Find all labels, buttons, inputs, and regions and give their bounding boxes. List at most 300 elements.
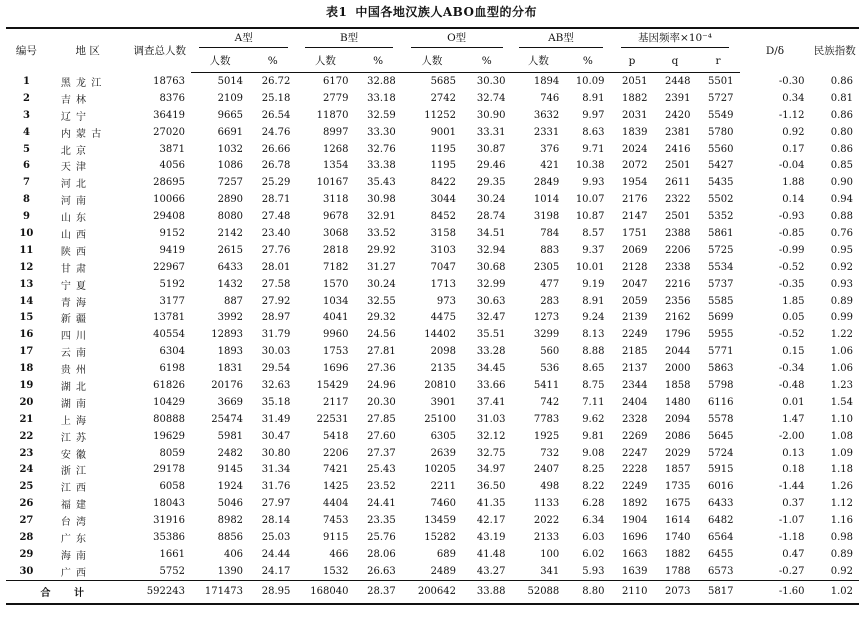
cell-idx: 1.23 <box>830 379 853 391</box>
cell-d: 0.17 <box>782 143 805 155</box>
cell-q: 2086 <box>665 430 691 442</box>
header-d: D/δ <box>765 44 785 57</box>
cell-a_n: 8080 <box>217 211 244 223</box>
cell-total: 31916 <box>153 515 185 527</box>
cell-o_p: 30.90 <box>476 109 506 121</box>
cell-o_p: 29.46 <box>476 160 506 172</box>
cell-o_n: 3103 <box>430 244 457 256</box>
cell-no: 2 <box>22 92 30 104</box>
cell-no: 11 <box>19 244 34 256</box>
cell-total: 6198 <box>159 363 185 375</box>
cell-no: 28 <box>19 531 34 543</box>
cell-ab_n: 341 <box>540 565 560 577</box>
sub-a-count: 人数 <box>191 49 249 73</box>
cell-a_n: 1086 <box>217 160 244 172</box>
cell-total: 36419 <box>153 109 185 121</box>
cell-a_p: 30.80 <box>261 447 291 459</box>
cell-total: 6304 <box>159 346 185 358</box>
header-a: A型 <box>191 28 296 49</box>
cell-d: 0.37 <box>782 498 805 510</box>
cell-o_p: 41.48 <box>476 548 506 560</box>
cell-region: 四 川 <box>60 331 88 343</box>
cell-d: -0.85 <box>778 227 805 239</box>
cell-ab_p: 9.19 <box>582 278 605 290</box>
cell-region: 辽 宁 <box>60 111 88 123</box>
cell-o_n: 7460 <box>430 498 457 510</box>
cell-p: 1751 <box>622 227 648 239</box>
cell-p: 2328 <box>622 413 648 425</box>
cell-q: 2501 <box>665 211 691 223</box>
cell-ab_n: 5411 <box>533 379 560 391</box>
cell-b_p: 28.06 <box>367 548 396 560</box>
cell-total: 19629 <box>153 430 185 442</box>
total-b_n: 168040 <box>296 580 354 604</box>
cell-ab_n: 2133 <box>533 531 560 543</box>
cell-r: 6455 <box>708 548 734 560</box>
header-b: B型 <box>296 28 401 49</box>
cell-r: 5578 <box>708 413 734 425</box>
cell-q: 2338 <box>665 261 691 273</box>
total-row <box>6 580 859 604</box>
cell-a_p: 27.97 <box>261 498 291 510</box>
cell-ab_p: 10.01 <box>575 261 605 273</box>
cell-b_p: 31.27 <box>367 261 396 273</box>
abo-distribution-table <box>6 27 859 605</box>
cell-q: 2000 <box>665 363 691 375</box>
cell-idx: 0.98 <box>830 531 853 543</box>
cell-no: 3 <box>22 109 30 121</box>
cell-ab_p: 9.08 <box>582 447 605 459</box>
cell-b_n: 7182 <box>323 261 349 273</box>
cell-b_p: 32.91 <box>367 211 396 223</box>
cell-p: 1882 <box>622 92 648 104</box>
cell-o_n: 2639 <box>430 447 457 459</box>
cell-q: 1614 <box>665 515 691 527</box>
cell-q: 1858 <box>665 379 691 391</box>
cell-ab_n: 477 <box>540 278 560 290</box>
cell-ab_n: 746 <box>540 92 560 104</box>
cell-r: 5585 <box>708 295 734 307</box>
cell-q: 2356 <box>665 295 691 307</box>
cell-ab_n: 2022 <box>533 515 560 527</box>
cell-idx: 1.10 <box>830 413 853 425</box>
cell-a_n: 1390 <box>217 565 244 577</box>
table-row <box>6 242 859 259</box>
cell-a_p: 26.66 <box>261 143 291 155</box>
cell-a_n: 406 <box>223 548 244 560</box>
cell-r: 5724 <box>708 447 734 459</box>
cell-a_n: 20176 <box>211 379 244 391</box>
cell-idx: 0.92 <box>830 565 853 577</box>
cell-b_n: 2779 <box>323 92 349 104</box>
cell-a_p: 27.48 <box>261 211 291 223</box>
cell-r: 5501 <box>708 75 734 87</box>
cell-b_p: 33.52 <box>367 227 396 239</box>
table-row <box>6 191 859 208</box>
table-row <box>6 546 859 563</box>
cell-idx: 0.86 <box>830 109 853 121</box>
cell-q: 2044 <box>665 346 691 358</box>
cell-o_p: 34.51 <box>476 227 506 239</box>
cell-a_p: 31.76 <box>261 481 291 493</box>
cell-o_n: 3158 <box>430 227 457 239</box>
cell-total: 5192 <box>159 278 185 290</box>
total-ab_n: 52088 <box>512 580 566 604</box>
cell-o_p: 34.45 <box>476 363 506 375</box>
cell-o_p: 43.19 <box>476 531 506 543</box>
cell-b_p: 24.96 <box>367 379 396 391</box>
cell-a_p: 35.18 <box>261 396 291 408</box>
cell-o_n: 8452 <box>430 211 457 223</box>
table-row <box>6 377 859 394</box>
cell-b_n: 1354 <box>323 160 349 172</box>
cell-b_p: 27.36 <box>367 363 396 375</box>
cell-b_p: 32.55 <box>367 295 396 307</box>
cell-ab_p: 10.09 <box>575 75 605 87</box>
cell-region: 陕 西 <box>60 246 88 258</box>
cell-ab_p: 9.81 <box>582 430 605 442</box>
cell-q: 2094 <box>665 413 691 425</box>
cell-ab_p: 8.13 <box>582 329 605 341</box>
cell-o_n: 689 <box>436 548 457 560</box>
cell-p: 1696 <box>622 531 648 543</box>
cell-a_n: 2142 <box>217 227 244 239</box>
cell-b_n: 22531 <box>316 413 349 425</box>
cell-p: 2176 <box>622 194 648 206</box>
cell-b_n: 3068 <box>323 227 349 239</box>
cell-no: 15 <box>19 312 34 324</box>
cell-region: 江 苏 <box>60 432 88 444</box>
cell-p: 1839 <box>622 126 648 138</box>
cell-idx: 1.09 <box>830 447 853 459</box>
cell-o_n: 20810 <box>424 379 457 391</box>
cell-a_n: 5981 <box>217 430 244 442</box>
cell-r: 5737 <box>708 278 734 290</box>
cell-a_n: 3669 <box>217 396 244 408</box>
cell-a_p: 31.34 <box>261 464 291 476</box>
cell-a_n: 1032 <box>217 143 244 155</box>
cell-ab_p: 8.91 <box>582 92 605 104</box>
cell-o_n: 4475 <box>430 312 457 324</box>
cell-d: 0.92 <box>782 126 805 138</box>
cell-b_n: 2206 <box>323 447 349 459</box>
cell-p: 2072 <box>622 160 648 172</box>
cell-idx: 1.22 <box>830 329 853 341</box>
table-row <box>6 428 859 445</box>
cell-region: 北 京 <box>60 145 88 157</box>
cell-b_p: 33.38 <box>367 160 396 172</box>
cell-q: 2391 <box>665 92 691 104</box>
cell-a_p: 28.71 <box>261 194 291 206</box>
cell-a_p: 28.97 <box>261 312 291 324</box>
cell-a_n: 1432 <box>217 278 244 290</box>
cell-a_n: 1924 <box>217 481 244 493</box>
cell-r: 5798 <box>708 379 734 391</box>
cell-b_p: 25.76 <box>367 531 396 543</box>
cell-p: 2137 <box>622 363 648 375</box>
cell-d: 0.47 <box>782 548 805 560</box>
cell-b_p: 23.35 <box>367 515 396 527</box>
table-row <box>6 343 859 360</box>
cell-b_n: 1532 <box>323 565 349 577</box>
cell-ab_p: 9.71 <box>582 143 605 155</box>
table-row <box>6 360 859 377</box>
total-a_n: 171473 <box>191 580 249 604</box>
cell-d: -0.35 <box>778 278 805 290</box>
cell-idx: 1.26 <box>830 481 853 493</box>
cell-r: 6433 <box>708 498 734 510</box>
cell-region: 湖 北 <box>60 381 88 393</box>
cell-o_n: 15282 <box>424 531 457 543</box>
cell-a_p: 28.14 <box>261 515 291 527</box>
table-row <box>6 174 859 191</box>
cell-ab_n: 883 <box>540 244 560 256</box>
cell-a_p: 30.03 <box>261 346 291 358</box>
cell-total: 18763 <box>153 75 185 87</box>
table-row <box>6 309 859 326</box>
cell-p: 1639 <box>622 565 648 577</box>
cell-o_n: 1713 <box>430 278 457 290</box>
cell-o_p: 30.63 <box>476 295 506 307</box>
cell-region: 安 徽 <box>60 449 88 461</box>
cell-d: 0.14 <box>782 194 805 206</box>
table-body <box>6 73 859 604</box>
cell-p: 2247 <box>622 447 648 459</box>
cell-no: 27 <box>19 515 34 527</box>
cell-q: 2381 <box>665 126 691 138</box>
cell-r: 5534 <box>708 261 734 273</box>
cell-a_p: 27.58 <box>261 278 291 290</box>
cell-q: 2206 <box>665 244 691 256</box>
cell-b_n: 4404 <box>323 498 349 510</box>
cell-region: 福 建 <box>60 500 88 512</box>
cell-o_n: 3901 <box>430 396 457 408</box>
cell-ab_n: 3632 <box>533 109 560 121</box>
total-label: 合 计 <box>6 580 129 604</box>
cell-no: 18 <box>19 363 34 375</box>
table-row <box>6 461 859 478</box>
cell-q: 1882 <box>665 548 691 560</box>
total-total: 592243 <box>129 580 191 604</box>
cell-region: 广 东 <box>60 533 88 545</box>
cell-b_p: 33.18 <box>367 92 396 104</box>
sub-r: r <box>696 49 739 73</box>
cell-total: 40554 <box>153 329 185 341</box>
cell-no: 1 <box>22 75 30 87</box>
cell-p: 2128 <box>622 261 648 273</box>
total-b_p: 28.37 <box>354 580 401 604</box>
cell-o_n: 10205 <box>424 464 457 476</box>
cell-total: 13781 <box>153 312 185 324</box>
cell-region: 天 津 <box>60 162 88 174</box>
header-no: 编号 <box>15 45 37 58</box>
cell-o_n: 6305 <box>430 430 457 442</box>
cell-o_n: 11252 <box>424 109 457 121</box>
cell-total: 5752 <box>159 565 185 577</box>
cell-q: 2611 <box>665 177 691 189</box>
cell-idx: 1.06 <box>830 363 853 375</box>
cell-no: 21 <box>19 413 34 425</box>
cell-b_n: 4041 <box>323 312 349 324</box>
cell-idx: 1.54 <box>830 396 853 408</box>
cell-o_n: 8422 <box>430 177 457 189</box>
sub-q: q <box>653 49 696 73</box>
cell-ab_p: 9.97 <box>582 109 605 121</box>
sub-o-pct: % <box>462 49 511 73</box>
table-row <box>6 478 859 495</box>
cell-p: 2139 <box>622 312 648 324</box>
cell-o_p: 32.12 <box>476 430 506 442</box>
sub-o-count: 人数 <box>402 49 462 73</box>
cell-p: 2344 <box>622 379 648 391</box>
cell-q: 1675 <box>665 498 691 510</box>
header-region: 地 区 <box>75 45 100 58</box>
cell-idx: 0.89 <box>830 548 853 560</box>
cell-ab_p: 9.93 <box>582 177 605 189</box>
cell-p: 2249 <box>622 329 648 341</box>
cell-o_n: 2098 <box>430 346 457 358</box>
cell-r: 6116 <box>708 396 734 408</box>
cell-r: 5861 <box>708 227 734 239</box>
cell-b_p: 24.41 <box>367 498 396 510</box>
cell-r: 5560 <box>708 143 734 155</box>
cell-p: 2024 <box>622 143 648 155</box>
cell-ab_n: 1014 <box>533 194 560 206</box>
cell-no: 24 <box>19 464 34 476</box>
cell-q: 2029 <box>665 447 691 459</box>
cell-idx: 0.88 <box>830 211 853 223</box>
cell-o_p: 30.30 <box>476 75 506 87</box>
cell-a_p: 23.40 <box>261 227 291 239</box>
cell-ab_p: 10.07 <box>575 194 605 206</box>
cell-no: 30 <box>19 565 34 577</box>
cell-ab_p: 10.87 <box>575 211 605 223</box>
cell-ab_n: 536 <box>540 363 560 375</box>
cell-total: 28695 <box>153 177 185 189</box>
cell-d: -0.93 <box>778 211 805 223</box>
cell-total: 9419 <box>159 244 185 256</box>
cell-a_n: 6691 <box>217 126 244 138</box>
cell-idx: 0.81 <box>830 92 853 104</box>
cell-b_p: 32.76 <box>367 143 396 155</box>
sub-b-pct: % <box>354 49 401 73</box>
cell-d: 1.47 <box>782 413 805 425</box>
cell-idx: 0.85 <box>830 160 853 172</box>
cell-o_p: 33.31 <box>476 126 506 138</box>
cell-p: 2185 <box>622 346 648 358</box>
cell-q: 2448 <box>665 75 691 87</box>
cell-no: 25 <box>19 481 34 493</box>
table-row <box>6 495 859 512</box>
cell-region: 台 湾 <box>60 517 88 529</box>
cell-p: 1904 <box>622 515 648 527</box>
cell-q: 2416 <box>665 143 691 155</box>
cell-no: 19 <box>19 379 34 391</box>
cell-o_p: 35.51 <box>476 329 506 341</box>
cell-a_n: 25474 <box>211 413 244 425</box>
cell-a_n: 2890 <box>217 194 244 206</box>
cell-o_p: 30.68 <box>476 261 506 273</box>
cell-p: 2069 <box>622 244 648 256</box>
cell-q: 1857 <box>665 464 691 476</box>
cell-idx: 1.12 <box>830 498 853 510</box>
cell-idx: 1.06 <box>830 346 853 358</box>
table-row <box>6 529 859 546</box>
cell-idx: 0.89 <box>830 295 853 307</box>
cell-a_n: 5046 <box>217 498 244 510</box>
cell-b_p: 30.98 <box>367 194 396 206</box>
cell-region: 河 南 <box>60 196 88 208</box>
cell-q: 2322 <box>665 194 691 206</box>
cell-region: 贵 州 <box>60 365 88 377</box>
cell-r: 6564 <box>708 531 734 543</box>
cell-b_p: 25.43 <box>367 464 396 476</box>
cell-a_p: 30.47 <box>261 430 291 442</box>
cell-idx: 0.99 <box>830 312 853 324</box>
cell-ab_n: 1925 <box>533 430 560 442</box>
cell-region: 内 蒙 古 <box>60 128 103 140</box>
cell-no: 20 <box>19 396 34 408</box>
cell-o_p: 41.35 <box>476 498 506 510</box>
cell-region: 江 西 <box>60 483 88 495</box>
cell-a_p: 31.79 <box>261 329 291 341</box>
cell-o_n: 9001 <box>430 126 457 138</box>
cell-a_n: 7257 <box>217 177 244 189</box>
cell-b_n: 9678 <box>323 211 349 223</box>
cell-region: 河 北 <box>60 179 88 191</box>
cell-b_p: 27.37 <box>367 447 396 459</box>
cell-ab_n: 1273 <box>533 312 560 324</box>
cell-total: 29408 <box>153 211 185 223</box>
cell-ab_n: 2407 <box>533 464 560 476</box>
cell-b_p: 23.52 <box>367 481 396 493</box>
cell-region: 山 东 <box>60 213 88 225</box>
table-row <box>6 124 859 141</box>
table-row <box>6 225 859 242</box>
cell-ab_p: 6.03 <box>582 531 605 543</box>
cell-no: 9 <box>22 211 30 223</box>
cell-total: 8059 <box>159 447 185 459</box>
cell-a_p: 27.92 <box>261 295 291 307</box>
cell-o_p: 30.24 <box>476 194 506 206</box>
cell-no: 4 <box>22 126 30 138</box>
cell-r: 5863 <box>708 363 734 375</box>
cell-no: 5 <box>22 143 30 155</box>
table-row <box>6 276 859 293</box>
cell-r: 5427 <box>708 160 734 172</box>
cell-a_p: 24.17 <box>261 565 291 577</box>
cell-b_n: 10167 <box>316 177 349 189</box>
cell-r: 5955 <box>708 329 734 341</box>
cell-region: 黑 龙 江 <box>60 77 103 89</box>
cell-q: 1740 <box>665 531 691 543</box>
cell-no: 12 <box>19 261 34 273</box>
cell-b_p: 27.60 <box>367 430 396 442</box>
cell-o_n: 5685 <box>430 75 457 87</box>
cell-b_n: 9960 <box>323 329 349 341</box>
cell-r: 5502 <box>708 194 734 206</box>
cell-ab_n: 2331 <box>533 126 560 138</box>
cell-o_p: 28.74 <box>476 211 506 223</box>
cell-a_p: 26.78 <box>261 160 291 172</box>
table-row <box>6 141 859 158</box>
cell-idx: 0.86 <box>830 143 853 155</box>
cell-d: -1.18 <box>778 531 805 543</box>
cell-o_n: 3044 <box>430 194 457 206</box>
cell-a_n: 6433 <box>217 261 244 273</box>
cell-o_n: 2135 <box>430 363 457 375</box>
cell-ab_p: 5.93 <box>582 565 605 577</box>
